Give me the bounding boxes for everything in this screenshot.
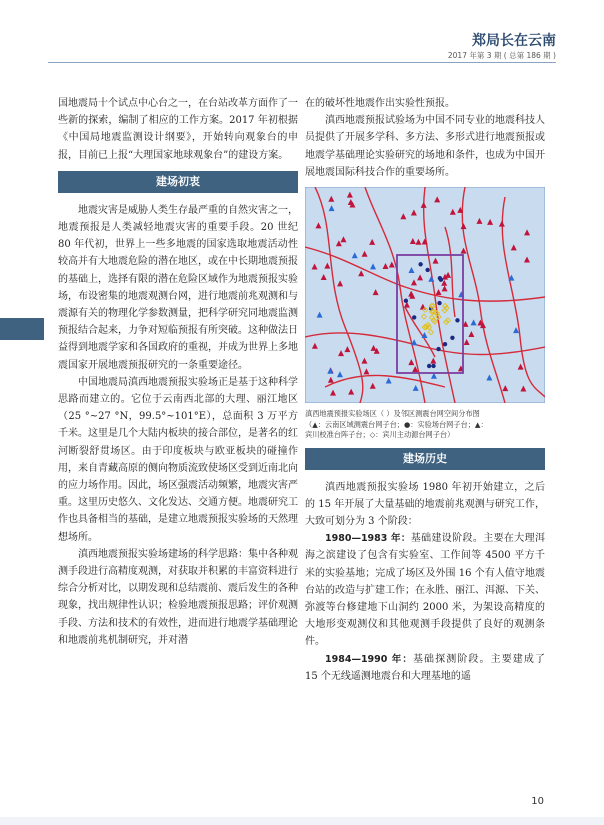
left-column bbox=[58, 95, 298, 649]
caption-line-1: 滇西地震预报实验场区（ ）及邻区测震台网空间分布图 bbox=[305, 409, 480, 419]
right-paragraph-3: 滇西地震预报实验场 1980 年初开始建立，之后的 15 年开展了大量基础的地震前兆观测与研究工作，大致可划分为 3 个阶段： bbox=[305, 481, 545, 527]
experiment-station-icon bbox=[431, 364, 435, 368]
footer-band bbox=[0, 817, 604, 825]
map-background bbox=[305, 187, 545, 403]
experiment-station-icon bbox=[404, 299, 408, 303]
header-divider bbox=[48, 62, 556, 63]
caption-line-3: 宾川校准台阵子台；◇：宾川主动源台网子台） bbox=[305, 430, 455, 440]
experiment-station-icon bbox=[427, 364, 431, 368]
magazine-section-title: 郑局长在云南 bbox=[472, 33, 556, 49]
page-number: 10 bbox=[531, 796, 544, 807]
section-heading-history: 建场历史 bbox=[305, 448, 545, 470]
experiment-station-icon bbox=[443, 342, 447, 346]
caption-line-2: （▲：云南区域测震台网子台；●：实验场台网子台；▲： bbox=[305, 419, 488, 429]
stage-2-label: 1984—1990 年： bbox=[325, 653, 413, 665]
side-tab-marker bbox=[0, 318, 44, 340]
experiment-station-icon bbox=[439, 278, 443, 282]
right-paragraph-1: 在的破坏性地震作出实验性预报。 bbox=[305, 98, 455, 109]
left-paragraph-4: 滇西地震预报实验场建场的科学思路：集中各种观测手段进行高精度观测，对获取并积累的丰富资料进行综合分析对比，以期发现和总结震前、震后发生的各种现象，找出规律性认识；检验地震预报思路；评价观测手段、方法和技术的有效性，进而进行地震学基础理论和地震前兆机制研究，并对潜 bbox=[58, 548, 298, 646]
experiment-station-icon bbox=[425, 268, 429, 272]
right-column bbox=[305, 95, 545, 685]
figure-caption bbox=[305, 409, 545, 441]
left-paragraph-3: 中国地震局滇西地震预报实验场正是基于这种科学思路而建立的。它位于云南西北部的大理、丽江地区（25 °~27 °N，99.5°~101°E），总面积 3 万平方千米。这里是几个大陆内板块的接合部位，是著名的红河断裂舒贯场区。由于印度板块与欧亚板块的碰撞作用，来自青藏高原的侧向物质流致使场区受到近南北向的应力场作用。因此，场区强震活动频繁，地震灾害严重。这里历史悠久、文化发达、交通方便。地震研究工作也具备相当的基础，是建立地震预报实验场的天然理想场所。 bbox=[58, 376, 298, 543]
stage-1-text: 基础建设阶段。主要在大理洱海之滨建设了包含有实验室、工作间等 4500 平方千米的实验基地；完成了场区及外围 16 个有人值守地震台站的改造与扩建工作；在永胜、丽江、洱源、下关、弥渡等台修建地下山洞约 2000 米，为架设高精度的大地形变观测仪和其他观测手段提供了良好的观测条件。 bbox=[305, 533, 545, 648]
left-paragraph-2: 地震灾害是威胁人类生存最严重的自然灾害之一，地震预报是人类减轻地震灾害的重要手段。20 世纪 80 年代初，世界上一些多地震的国家选取地震活动性较高并有大地震危险的潜在地区，或在中长期地震预报的基础上，选择有限的潜在危险区域作为地震预报实验场，布设密集的地震观测台网，进行地震前兆观测和与震源有关的物理化学参数测量，把科学研究同地震监测预报结合起来，力争对短临预报有所突破。这种做法日益得到地震学家和各国政府的重视，并成为世界上多地震国家开展地震预报研究的一条重要途径。 bbox=[58, 204, 298, 371]
left-paragraph-1: 国地震局十个试点中心台之一，在台站改革方面作了一些新的探索，编制了相应的工作方案。2017 年初根据《中国局地震监测设计纲要》，开始转向观象台的申报，目前已上报“大理国家地球观象台”的建设方案。 bbox=[58, 98, 298, 161]
experiment-station-icon bbox=[437, 301, 441, 305]
experiment-station-icon bbox=[436, 347, 440, 351]
stage-1-paragraph bbox=[305, 530, 545, 650]
right-paragraph-2: 滇西地震预报试验场为中国不同专业的地震科技人员提供了开展多学科、多方法、多形式进行地震预报或地震学基础理论实验研究的场地和条件，也成为中国开展地震国际科技合作的重要场所。 bbox=[305, 115, 545, 178]
experiment-station-icon bbox=[412, 315, 416, 319]
experiment-station-icon bbox=[455, 318, 459, 322]
map-svg bbox=[305, 187, 545, 403]
stage-2-paragraph bbox=[305, 651, 545, 685]
experiment-station-icon bbox=[418, 262, 422, 266]
seismic-network-map bbox=[305, 187, 545, 403]
stage-2-text: 基础探测阶段。主要建成了 15 个无线遥测地震台和大理基地的遥 bbox=[305, 653, 545, 682]
stage-1-label: 1980—1983 年： bbox=[325, 533, 411, 545]
issue-info: 2017 年第 3 期 ( 总第 186 期 ) bbox=[447, 51, 556, 60]
section-heading-origin: 建场初衷 bbox=[58, 171, 298, 193]
experiment-station-icon bbox=[450, 336, 454, 340]
